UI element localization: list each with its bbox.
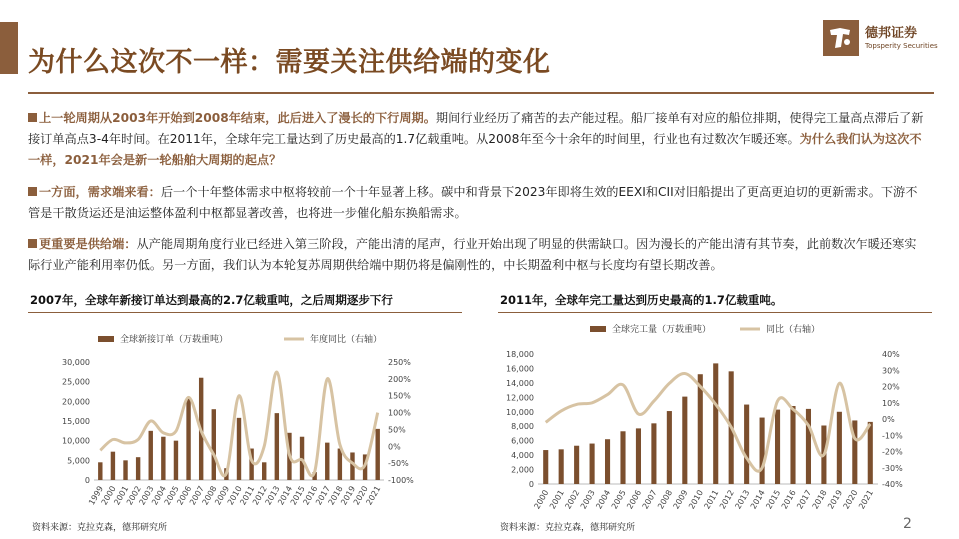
bar-2021	[868, 422, 873, 484]
legend-bar-label: 全球新接订单（万载重吨）	[120, 335, 229, 345]
x-tick-label: 2005	[162, 484, 181, 507]
y-right-tick-label: -100%	[388, 476, 414, 485]
x-tick-label: 2001	[547, 488, 566, 511]
legend-bar-swatch	[98, 336, 114, 342]
x-tick-label: 2006	[175, 484, 194, 507]
y-right-tick-label: 0%	[882, 415, 895, 424]
bar-2008	[212, 409, 216, 480]
logo-text-cn: 德邦证券	[865, 26, 918, 41]
bar-2000	[543, 450, 548, 484]
x-tick-label: 2006	[625, 488, 644, 511]
x-tick-label: 2004	[594, 488, 613, 511]
bar-2013	[744, 405, 749, 484]
y-left-tick-label: 30,000	[62, 358, 90, 367]
bar-2001	[559, 449, 564, 484]
y-right-tick-label: 100%	[388, 408, 411, 418]
bar-2005	[174, 441, 178, 480]
x-tick-label: 2011	[702, 488, 721, 511]
y-right-tick-label: -30%	[882, 463, 903, 473]
y-right-tick-label: 40%	[882, 350, 900, 359]
x-tick-label: 2014	[276, 484, 295, 507]
legend-bar-label: 全球完工量（万载重吨）	[612, 325, 712, 335]
bar-2008	[667, 411, 672, 484]
chart-1	[28, 318, 462, 516]
chart-1-title: 2007年，全球年新接订单达到最高的2.7亿载重吨，之后周期逐步下行	[30, 293, 393, 307]
bar-2006	[636, 428, 641, 484]
page-title: 为什么这次不一样：需要关注供给端的变化	[28, 47, 551, 78]
bar-2002	[574, 446, 579, 484]
bar-2012	[262, 462, 266, 480]
title-divider	[28, 92, 934, 94]
x-tick-label: 2017	[314, 484, 332, 507]
x-tick-label: 2015	[288, 484, 307, 507]
x-tick-label: 2011	[238, 484, 257, 507]
x-tick-label: 2013	[733, 488, 752, 511]
x-tick-label: 2007	[640, 488, 659, 511]
x-tick-label: 2008	[200, 484, 219, 507]
x-tick-label: 2015	[764, 488, 783, 511]
y-right-tick-label: 0%	[388, 442, 401, 452]
x-tick-label: 2016	[301, 484, 320, 507]
paragraph-2-highlight: 一方面，需求端来看：	[39, 185, 161, 199]
x-tick-label: 2018	[810, 488, 829, 511]
bar-2014	[760, 418, 765, 484]
y-left-tick-label: 5,000	[67, 456, 90, 466]
bar-2017	[806, 409, 811, 484]
x-tick-label: 2000	[99, 484, 118, 507]
chart-2-title-rule	[498, 312, 932, 313]
y-right-tick-label: 250%	[388, 358, 411, 367]
bar-2002	[136, 457, 140, 480]
x-tick-label: 2016	[779, 488, 798, 511]
x-tick-label: 2007	[187, 484, 206, 507]
bar-2004	[161, 437, 165, 480]
bar-2004	[605, 439, 610, 484]
x-tick-label: 2018	[326, 484, 345, 507]
chart-2-title: 2011年，全球年完工量达到历史最高的1.7亿载重吨。	[500, 293, 783, 307]
x-tick-label: 2019	[339, 484, 358, 507]
y-right-tick-label: -10%	[882, 431, 903, 441]
y-right-tick-label: 10%	[882, 398, 900, 408]
x-tick-label: 2021	[364, 484, 383, 507]
y-left-tick-label: 10,000	[506, 407, 534, 417]
y-left-tick-label: 8,000	[511, 422, 534, 432]
bar-2003	[590, 444, 595, 484]
y-right-tick-label: -40%	[882, 480, 903, 489]
y-left-tick-label: 4,000	[511, 451, 534, 461]
x-tick-label: 2013	[263, 484, 282, 507]
x-tick-label: 2019	[826, 488, 845, 511]
x-tick-label: 2009	[671, 488, 690, 511]
y-right-tick-label: -20%	[882, 447, 903, 457]
bar-2007	[651, 423, 656, 484]
x-tick-label: 2003	[137, 484, 156, 507]
y-right-tick-label: -50%	[388, 459, 409, 469]
y-left-tick-label: 0	[84, 476, 90, 485]
x-tick-label: 2003	[578, 488, 597, 511]
bar-2019	[837, 412, 842, 484]
legend-bar-swatch	[590, 326, 606, 332]
x-tick-label: 2004	[150, 484, 169, 507]
x-tick-label: 2001	[112, 484, 131, 507]
logo-text-en: Topsperity Securities	[865, 42, 938, 50]
x-tick-label: 2008	[656, 488, 675, 511]
y-right-tick-label: 150%	[388, 391, 411, 401]
bar-2017	[325, 443, 329, 480]
bar-2021	[375, 429, 379, 480]
x-tick-label: 2002	[563, 488, 582, 511]
bar-2011	[713, 363, 718, 484]
bar-2015	[775, 410, 780, 484]
paragraph-3-text: 从产能周期角度行业已经进入第三阶段，产能出清的尾声，行业开始出现了明显的供需缺口。因为漫长的产能出清有其节奏，此前数次乍暖还寒实际行业产能利用率仍低。另一方面，我们认为本轮复苏周期供给端中期仍将是偏刚性的，中长期盈利中枢与长度均有望长期改善。	[28, 237, 917, 272]
x-tick-label: 2009	[213, 484, 232, 507]
y-left-tick-label: 20,000	[62, 397, 90, 407]
y-left-tick-label: 15,000	[62, 417, 90, 426]
bullet-square-icon	[28, 187, 37, 196]
y-right-tick-label: 50%	[388, 425, 406, 435]
y-right-tick-label: 200%	[388, 374, 411, 384]
chart-1-title-rule	[28, 312, 462, 313]
bar-2010	[237, 418, 241, 480]
accent-bar	[0, 22, 18, 74]
bar-2005	[620, 431, 625, 484]
paragraph-3-highlight: 更重要是供给端：	[39, 237, 137, 251]
bar-2009	[682, 397, 687, 484]
x-tick-label: 2000	[532, 488, 551, 511]
x-tick-label: 2020	[841, 488, 860, 511]
paragraph-2	[28, 182, 928, 224]
y-left-tick-label: 12,000	[506, 393, 534, 403]
paragraph-1	[28, 108, 928, 171]
y-right-tick-label: 30%	[882, 366, 900, 376]
chart-2	[498, 318, 932, 516]
x-tick-label: 2014	[748, 488, 767, 511]
chart-2-source: 资料来源：克拉克森，德邦研究所	[500, 523, 636, 533]
x-tick-label: 2021	[857, 488, 876, 511]
x-tick-label: 2020	[351, 484, 370, 507]
logo-mark-icon	[823, 20, 859, 56]
y-left-tick-label: 25,000	[62, 377, 90, 387]
legend-line-label: 同比（右轴）	[766, 325, 821, 335]
x-tick-label: 2012	[717, 488, 736, 511]
page-number: 2	[903, 516, 912, 532]
company-logo	[823, 20, 943, 58]
paragraph-1-highlight-a: 上一轮周期从2003年开始到2008年结束，此后进入了漫长的下行周期。	[39, 111, 436, 125]
y-left-tick-label: 10,000	[62, 436, 90, 446]
y-left-tick-label: 16,000	[506, 364, 534, 374]
bar-2016	[790, 406, 795, 484]
y-right-tick-label: 20%	[882, 382, 900, 392]
bullet-square-icon	[28, 239, 37, 248]
bar-2013	[275, 413, 279, 480]
paragraph-3	[28, 234, 928, 276]
bar-2018	[338, 449, 342, 480]
x-tick-label: 2005	[609, 488, 628, 511]
chart-1-source: 资料来源：克拉克森，德邦研究所	[32, 523, 168, 533]
x-tick-label: 2017	[795, 488, 814, 511]
y-left-tick-label: 14,000	[506, 378, 534, 388]
bullet-square-icon	[28, 113, 37, 122]
x-tick-label: 2010	[225, 484, 244, 507]
bar-2003	[149, 431, 153, 480]
y-left-tick-label: 2,000	[511, 465, 534, 475]
x-tick-label: 2002	[124, 484, 143, 507]
x-tick-label: 1999	[87, 484, 106, 507]
x-tick-label: 2012	[250, 484, 269, 507]
paragraph-1-text: 期间行业经历了痛苦的去产能过程。船厂接单有对应的船位排期，使得完工量高点滞后了新接订单高点3-4年时间。在2011年，全球年完工量达到了历史最高的1.7亿载重吨。从2008年至今十余年的时间里，行业也有过数次乍暖还寒。	[28, 111, 924, 146]
paragraph-2-text: 后一个十年整体需求中枢将较前一个十年显著上移。碳中和背景下2023年即将生效的EEXI和CII对旧船提出了更高更迫切的更新需求。下游不管是干散货运还是油运整体盈利中枢都显著改善，也将进一步催化船东换船需求。	[28, 185, 918, 220]
legend-line-label: 年度同比（右轴）	[310, 335, 383, 345]
bar-2001	[123, 460, 127, 480]
bar-2010	[698, 374, 703, 484]
y-left-tick-label: 0	[528, 480, 534, 489]
bar-2000	[111, 452, 115, 480]
bar-1999	[98, 462, 102, 480]
y-left-tick-label: 18,000	[506, 350, 534, 359]
bar-2006	[186, 397, 190, 480]
paragraph-1-highlight-b: 为什么我们认为这次不一样，2021年会是新一轮船舶大周期的起点？	[28, 132, 922, 167]
y-left-tick-label: 6,000	[511, 436, 534, 446]
x-tick-label: 2010	[687, 488, 706, 511]
